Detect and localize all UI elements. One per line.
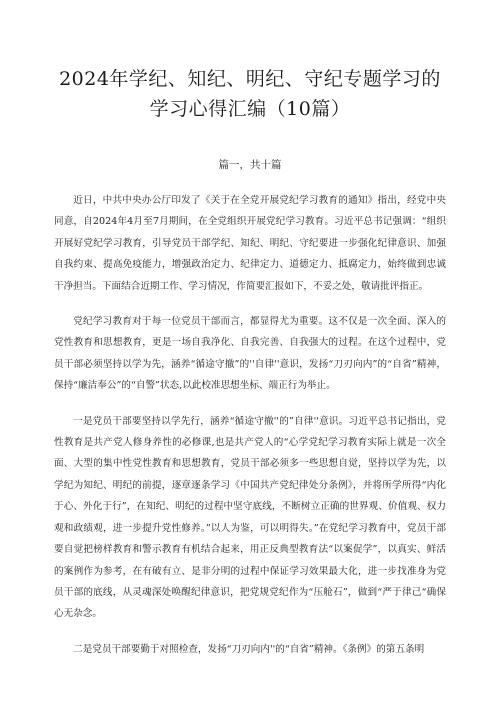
paragraph-4: 二是党员干部要勤于对照检查，发扬“刀刃向内''的“自省”精神。《条例》的第五条明 — [73, 643, 425, 655]
document-subtitle: 篇一，共十篇 — [218, 159, 282, 171]
paragraph-3: 一是党员干部要坚持以学先行，涵养“循途守撤''的”自律''意识。习近平总书记指出，党性教育是共产党人修身养性的必修课,也是共产党人的“心学党纪学习教育实际上就是一次全面、大型的集中性党性教育和思想教育，党员干部必须多一些思想自觉，坚持以学为先，以学纪为知纪、明纪的前提，逐章逐条学习《中国共产党纪律处分条例》，并将所学所得“内化于心、外化于行”，在知纪、明纪的过程中坚守底线，不断树立正确的世界观、价值观、权力观和政绩观，进一步提升党性修养。”以人为鉴，可以明得失。”在党纪学习教育中，党员干部要自觉把榜样教育和警示教育有机结合起来，用正反典型教育法“以案促学”，以真实、鲜活的案例作为参考，在有破有立、是非分明的过程中保证学习效果最大化，进一步找准身为党员干部的底线，从灵魂深处唤醒纪律意识，把党规党纪作为“压舱石”，做到“严于律己“确保心无杂念。 — [54, 415, 446, 620]
paragraph-2: 党纪学习教育对于每一位党员干部而言，都显得尤为重要。这不仅是一次全面、深入的党性教育和思想教育，更是一场自我净化、自我完善、自我强大的过程。在这个过程中，党员干部必须坚持以学为先，涵养“循途守撤”的''自律''意识，发扬“刀刃向内”的“自省”精神，保持“廉洁奉公”的“自警”状态,以此校准思想坐标、端正行为举止。 — [54, 316, 446, 392]
paragraph-1: 近日，中共中央办公厅印发了《关于在全党开展党纪学习教育的通知》指出，经党中央同意，自2024年4月至7月期间，在全党组织开展党纪学习教育。习近平总书记强调：“组织开展好党纪学习教育，引导党员干部学纪、知纪、明纪、守纪要进一步强化纪律意识、加强自我约束、提高免疫能力，增强政治定力、纪律定力、道德定力、抵腐定力，始终做到忠诚干净担当。下面结合近期工作、学习情况，作简要汇报如下，不妥之处，敬请批评指正。 — [54, 195, 446, 292]
document-title: 2024年学纪、知纪、明纪、守纪专题学习的学习心得汇编（10篇） — [59, 68, 441, 120]
